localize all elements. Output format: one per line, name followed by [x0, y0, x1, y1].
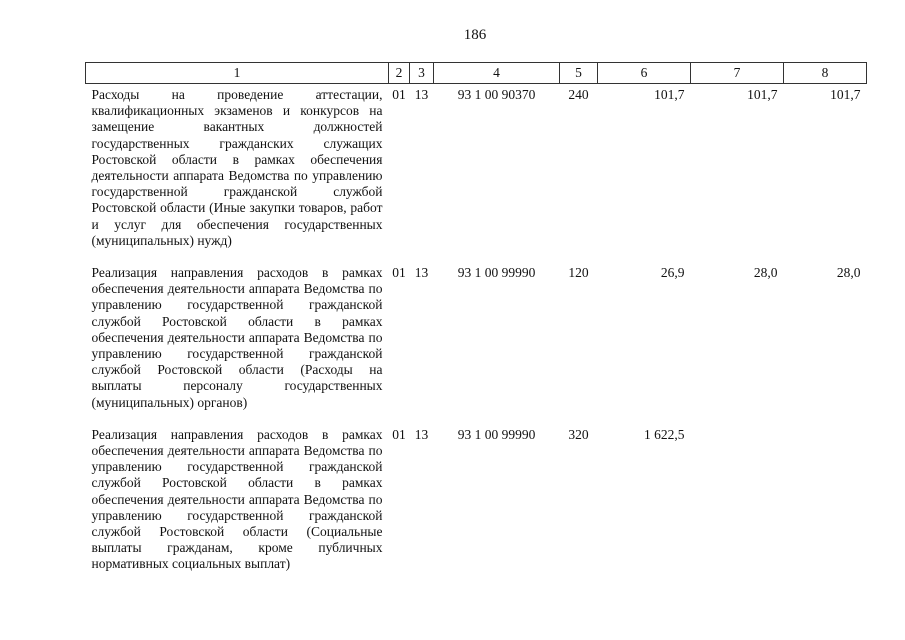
row-amount-col-6: 26,9	[660, 265, 685, 281]
row-amount-col-7	[691, 424, 784, 586]
table-row	[86, 84, 867, 263]
table-row	[86, 262, 867, 424]
row-section-code: 01	[392, 265, 406, 281]
header-col-2: 2	[389, 63, 410, 84]
row-amount-col-8: 28,0	[836, 265, 861, 281]
row-description: Расходы на проведение аттестации, квалификационных экзаменов и конкурсов на замещение вакантных должностей государственных гражданских служащих Ростовской области в рамках обеспечения деятельности аппарата Ведомства по управлению государственной гражданской службой Ростовской области (Иные закупки товаров, работ и услуг для обеспечения государственных (муниципальных) нужд)	[91, 87, 383, 248]
row-target-article-code: 93 1 00 90370	[457, 87, 536, 102]
header-col-6: 6	[598, 63, 691, 84]
header-col-1: 1	[86, 63, 389, 84]
row-expense-type-code: 120	[568, 265, 589, 281]
page-number: 186	[463, 27, 487, 43]
row-target-article-code: 93 1 00 99990	[457, 265, 536, 281]
row-description: Реализация направления расходов в рамках обеспечения деятельности аппарата Ведомства по управлению государственной гражданской службой Ростовской области в рамках обеспечения деятельности аппарата Ведомства по управлению государственной гражданской службой Ростовской области (Расходы на выплаты персоналу государственных (муниципальных) органов)	[91, 265, 383, 410]
row-expense-type-code: 320	[568, 426, 589, 442]
row-amount-col-7: 28,0	[753, 265, 778, 281]
table-row	[86, 424, 867, 586]
header-row	[86, 63, 867, 84]
row-target-article-code: 93 1 00 99990	[457, 426, 536, 442]
row-subsection-code: 13	[414, 87, 429, 102]
table-header	[86, 63, 867, 84]
budget-table	[85, 62, 867, 586]
row-amount-col-8	[784, 424, 867, 586]
row-amount-col-6: 1 622,5	[644, 426, 685, 442]
row-section-code: 01	[392, 426, 406, 442]
row-amount-col-7: 101,7	[747, 87, 778, 102]
row-expense-type-code: 240	[568, 87, 589, 102]
header-col-8: 8	[784, 63, 867, 84]
table-body	[86, 84, 867, 586]
header-col-5: 5	[560, 63, 598, 84]
row-amount-col-6: 101,7	[654, 87, 685, 102]
header-col-3: 3	[410, 63, 434, 84]
row-description: Реализация направления расходов в рамках обеспечения деятельности аппарата Ведомства по управлению государственной гражданской службой Ростовской области в рамках обеспечения деятельности аппарата Ведомства по управлению государственной гражданской службой Ростовской области (Социальные выплаты гражданам, кроме публичных нормативных социальных выплат)	[91, 426, 383, 572]
row-subsection-code: 13	[414, 426, 429, 442]
row-amount-col-8: 101,7	[830, 87, 861, 102]
header-col-4: 4	[434, 63, 560, 84]
row-subsection-code: 13	[414, 265, 429, 281]
row-section-code: 01	[392, 87, 406, 102]
header-col-7: 7	[691, 63, 784, 84]
